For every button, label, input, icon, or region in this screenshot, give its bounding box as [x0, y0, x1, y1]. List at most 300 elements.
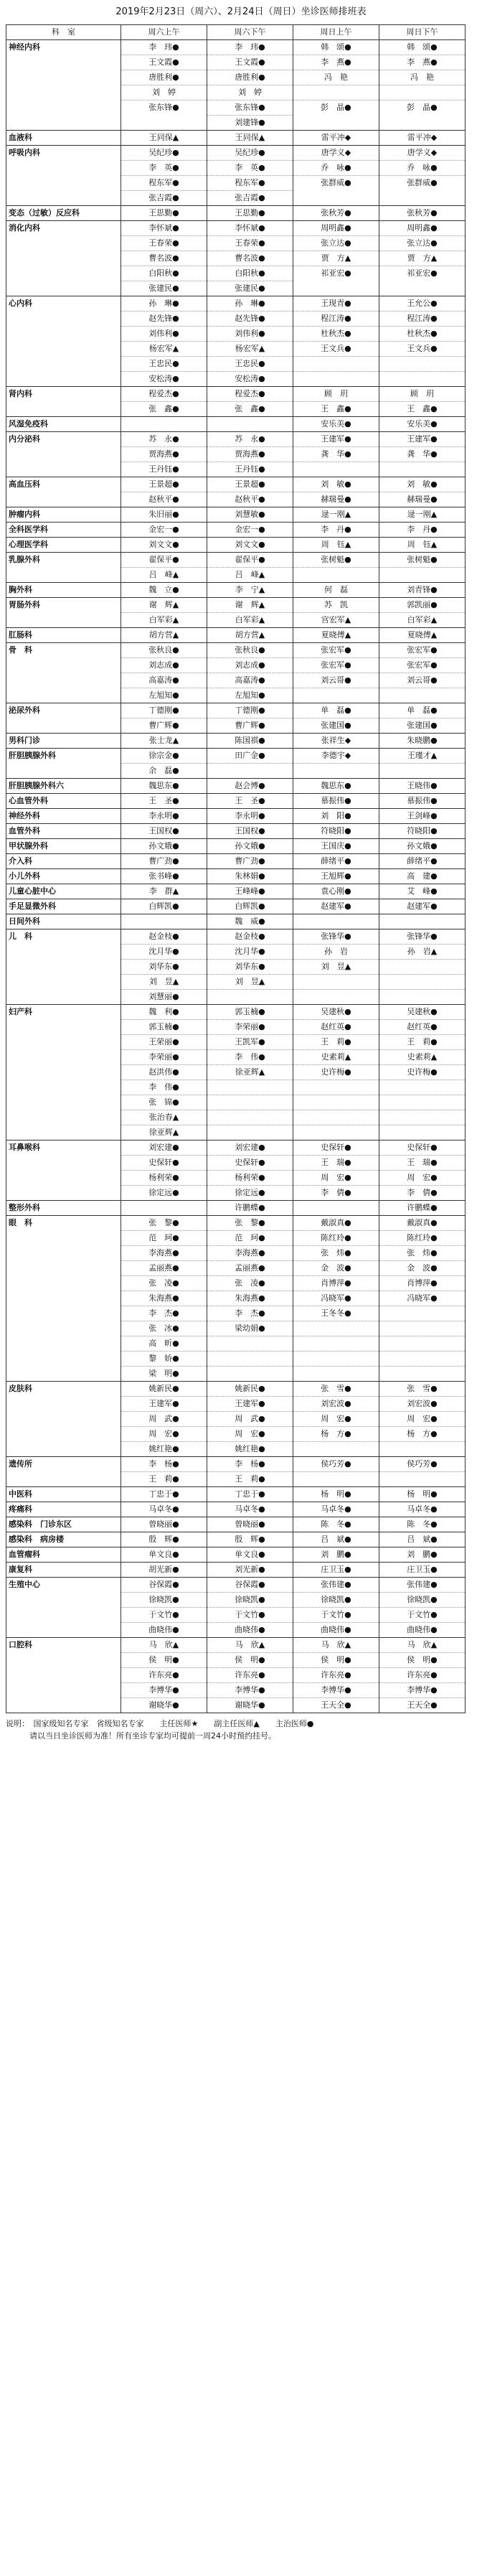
- slot-cell: [121, 1638, 207, 1713]
- doctor-name: 翟保平●: [121, 553, 207, 568]
- doctor-name: 孙 岩: [293, 945, 379, 960]
- doctor-name: [293, 1336, 379, 1352]
- doctor-name: 刘文文●: [235, 540, 265, 549]
- dept-row: [6, 884, 466, 899]
- doctor-name: 徐亚辉▲: [207, 1065, 293, 1080]
- dept-name: 呼吸内科: [9, 148, 40, 157]
- doctor-name: [379, 990, 465, 1004]
- doctor-name: 杨宏军▲: [207, 342, 293, 357]
- doctor-name: 王晓伟●: [407, 781, 438, 790]
- slot-cell: [121, 809, 207, 824]
- doctor-name: 孟丽燕●: [207, 1261, 293, 1276]
- doctor-name: 曹广劲●: [235, 856, 265, 866]
- dept-row: [6, 477, 466, 507]
- dept-row: [6, 296, 466, 387]
- slot-cell: [207, 146, 293, 206]
- doctor-name: 冯晓军●: [379, 1291, 465, 1306]
- doctor-name: [207, 990, 293, 1004]
- dept-cell: [6, 899, 121, 914]
- doctor-name: 侯 明●: [293, 1653, 379, 1668]
- slot-cell: [121, 1216, 207, 1382]
- doctor-name: 杨 明●: [321, 1489, 351, 1499]
- doctor-name: 安松涛●: [148, 374, 179, 383]
- doctor-name: 顾 玥: [379, 387, 465, 402]
- doctor-name: 张树魁●: [293, 553, 379, 568]
- slot-cell: [207, 809, 293, 824]
- doctor-name: 张士龙▲: [148, 736, 179, 745]
- doctor-name: 程江涛●: [293, 312, 379, 327]
- slot-cell: [121, 869, 207, 884]
- doctor-name: 沈月华●: [207, 945, 293, 960]
- doctor-name: 王国权●: [235, 826, 265, 835]
- column-header-sat-pm: 周六下午: [207, 25, 293, 40]
- slot-cell: [207, 206, 293, 221]
- doctor-name: 张宏军●: [379, 643, 465, 658]
- doctor-name: 王景超●: [207, 477, 293, 492]
- doctor-name: 李博华●: [379, 1683, 465, 1698]
- dept-name: 疼痛科: [9, 1504, 32, 1514]
- slot-cell: [207, 869, 293, 884]
- dept-cell: [6, 146, 121, 206]
- doctor-name: 高嘉涛●: [207, 673, 293, 688]
- doctor-name: [293, 1080, 379, 1095]
- slot-cell: [293, 643, 379, 703]
- doctor-name: 王思勤●: [235, 208, 265, 217]
- doctor-name: 杨 方●: [379, 1427, 465, 1442]
- doctor-name: 张 鑫●: [235, 404, 265, 413]
- doctor-name: 史素莉▲: [379, 1050, 465, 1065]
- slot-cell: [207, 387, 293, 417]
- dept-cell: [6, 734, 121, 749]
- slot-cell: [293, 146, 379, 206]
- slot-cell: [379, 1517, 466, 1532]
- slot-cell: [293, 809, 379, 824]
- slot-cell: [293, 884, 379, 899]
- doctor-name: 王景超●: [121, 477, 207, 492]
- dept-row: [6, 643, 466, 703]
- doctor-name: 孙文娥●: [148, 841, 179, 851]
- doctor-name: 魏思东●: [321, 781, 351, 790]
- doctor-name: 李怀斌●: [207, 221, 293, 236]
- doctor-name: 曲晓伟●: [235, 1625, 265, 1634]
- slot-cell: [379, 1638, 466, 1713]
- doctor-name: 谷保霞●: [207, 1578, 293, 1593]
- doctor-name: 周 武●: [207, 1412, 293, 1427]
- doctor-name: 曹广劲●: [148, 856, 179, 866]
- dept-row: [6, 1141, 466, 1201]
- doctor-name: 徐亚辉▲: [148, 1128, 179, 1137]
- dept-name: 风湿免疫科: [9, 419, 48, 428]
- slot-cell: [207, 417, 293, 432]
- doctor-name: 白辉凯●: [148, 901, 179, 911]
- slot-cell: [379, 1578, 466, 1638]
- dept-cell: [6, 869, 121, 884]
- dept-cell: [6, 1638, 121, 1713]
- doctor-name: 曲晓伟●: [148, 1625, 179, 1634]
- doctor-name: 魏 立●: [148, 585, 179, 594]
- slot-cell: [121, 146, 207, 206]
- doctor-name: [293, 914, 379, 929]
- doctor-name: 曹名波●: [207, 251, 293, 266]
- doctor-name: 慕振伟●: [321, 796, 351, 805]
- doctor-name: 何 磊: [324, 585, 348, 594]
- dept-row: [6, 146, 466, 206]
- slot-cell: [207, 779, 293, 794]
- doctor-name: 赵红英●: [293, 1020, 379, 1035]
- slot-cell: [379, 417, 466, 432]
- doctor-name: 贾海燕●: [207, 447, 293, 462]
- doctor-name: 逯一刚▲: [407, 510, 438, 519]
- doctor-name: [379, 914, 465, 929]
- doctor-name: 王 莉●: [148, 1474, 179, 1484]
- doctor-name: 刘宏建●: [121, 1141, 207, 1156]
- slot-cell: [207, 538, 293, 553]
- slot-cell: [121, 477, 207, 507]
- doctor-name: 范 珂●: [121, 1231, 207, 1246]
- dept-row: [6, 598, 466, 628]
- doctor-name: 李博华●: [207, 1683, 293, 1698]
- doctor-name: 史素莉▲: [293, 1050, 379, 1065]
- dept-row: [6, 854, 466, 869]
- dept-cell: [6, 1547, 121, 1563]
- doctor-name: 郭凯丽●: [379, 598, 465, 613]
- doctor-name: [379, 1472, 465, 1486]
- dept-name: 中医科: [9, 1489, 32, 1499]
- dept-name: 肝胆胰腺外科: [9, 751, 56, 760]
- doctor-name: 韩 颂●: [379, 40, 465, 55]
- doctor-name: 张 炜●: [293, 1246, 379, 1261]
- doctor-name: 韩 颂●: [293, 40, 379, 55]
- slot-cell: [121, 296, 207, 387]
- dept-row: [6, 1563, 466, 1578]
- dept-row: [6, 1457, 466, 1487]
- doctor-name: 周 钰▲: [407, 540, 438, 549]
- slot-cell: [293, 1005, 379, 1141]
- doctor-name: 张伟建●: [293, 1578, 379, 1593]
- doctor-name: 梁幼娟●: [207, 1321, 293, 1336]
- doctor-name: 朱海燕●: [121, 1291, 207, 1306]
- dept-name: 口腔科: [9, 1640, 32, 1649]
- doctor-name: 李 玮●: [207, 40, 293, 55]
- slot-cell: [293, 749, 379, 779]
- schedule-table: [6, 24, 466, 1713]
- doctor-name: 赵红英●: [379, 1020, 465, 1035]
- slot-cell: [121, 538, 207, 553]
- doctor-name: 王 鑫●: [321, 404, 351, 413]
- dept-cell: [6, 1578, 121, 1638]
- doctor-name: 李怀斌●: [121, 221, 207, 236]
- slot-cell: [379, 839, 466, 854]
- doctor-name: 杨 方●: [293, 1427, 379, 1442]
- doctor-name: 周 宏●: [379, 1412, 465, 1427]
- dept-row: [6, 1532, 466, 1547]
- doctor-name: 李 倩●: [321, 1188, 351, 1197]
- dept-name: 心血管外科: [9, 796, 48, 805]
- doctor-name: 顾 玥: [293, 387, 379, 402]
- doctor-name: 王荣丽●: [121, 1035, 207, 1050]
- doctor-name: 许东亮●: [121, 1668, 207, 1683]
- doctor-name: 张吉霞●: [235, 193, 265, 202]
- slot-cell: [379, 824, 466, 839]
- doctor-name: 张秋芳●: [321, 208, 351, 217]
- dept-cell: [6, 628, 121, 643]
- doctor-name: 夏晓傅▲: [321, 630, 351, 640]
- dept-row: [6, 523, 466, 538]
- doctor-name: 曾晓丽●: [148, 1519, 179, 1529]
- doctor-name: 金 波●: [379, 1261, 465, 1276]
- doctor-name: 陈国祺●: [235, 736, 265, 745]
- doctor-name: 白军彩▲: [407, 615, 438, 624]
- doctor-name: 宫宏军▲: [321, 615, 351, 624]
- dept-row: [6, 869, 466, 884]
- dept-row: [6, 1487, 466, 1502]
- slot-cell: [379, 779, 466, 794]
- doctor-name: 张伟建●: [379, 1578, 465, 1593]
- slot-cell: [379, 1502, 466, 1517]
- dept-name: 感染科 门诊东区: [9, 1519, 72, 1529]
- doctor-name: 程东军●: [121, 176, 207, 191]
- doctor-name: 李博华●: [293, 1683, 379, 1698]
- dept-row: [6, 1578, 466, 1638]
- dept-row: [6, 628, 466, 643]
- doctor-name: 曾晓丽●: [235, 1519, 265, 1529]
- doctor-name: 王同保▲: [235, 133, 265, 142]
- doctor-name: 李 丹●: [321, 525, 351, 534]
- doctor-name: 赵洪伟●: [121, 1065, 207, 1080]
- dept-name: 甲状腺外科: [9, 841, 48, 851]
- dept-name: 儿 科: [9, 932, 32, 941]
- doctor-name: 孙文娥●: [235, 841, 265, 851]
- slot-cell: [379, 598, 466, 628]
- slot-cell: [379, 1547, 466, 1563]
- doctor-name: 刘光新●: [235, 1565, 265, 1574]
- doctor-name: 王天全●: [321, 1700, 351, 1710]
- dept-cell: [6, 583, 121, 598]
- dept-cell: [6, 417, 121, 432]
- dept-row: [6, 583, 466, 598]
- slot-cell: [293, 1487, 379, 1502]
- doctor-name: 高嘉涛●: [121, 673, 207, 688]
- doctor-name: 王 瑞●: [293, 1156, 379, 1171]
- doctor-name: [121, 914, 207, 929]
- doctor-name: 李永明●: [235, 811, 265, 820]
- doctor-name: 张立达●: [379, 236, 465, 251]
- doctor-name: 吴纪珍●: [207, 146, 293, 161]
- doctor-name: 魏 利●: [121, 1005, 207, 1020]
- doctor-name: 马卓冬●: [321, 1504, 351, 1514]
- slot-cell: [207, 1487, 293, 1502]
- doctor-name: 刘云哥●: [293, 673, 379, 688]
- slot-cell: [379, 1563, 466, 1578]
- doctor-name: 张锋华●: [293, 929, 379, 945]
- doctor-name: 张秋良●: [121, 643, 207, 658]
- doctor-name: 谷保霞●: [121, 1578, 207, 1593]
- doctor-name: 冯 艳: [293, 70, 379, 85]
- dept-row: [6, 809, 466, 824]
- doctor-name: 胡方营▲: [235, 630, 265, 640]
- slot-cell: [293, 929, 379, 1005]
- dept-cell: [6, 809, 121, 824]
- slot-cell: [121, 1487, 207, 1502]
- slot-cell: [207, 643, 293, 703]
- slot-cell: [207, 477, 293, 507]
- doctor-name: 张 炜●: [379, 1246, 465, 1261]
- header-row: [6, 25, 466, 40]
- doctor-name: 刘 昱▲: [293, 960, 379, 975]
- dept-cell: [6, 884, 121, 899]
- doctor-name: 刘志成●: [207, 658, 293, 673]
- doctor-name: 胡方营▲: [148, 630, 179, 640]
- slot-cell: [293, 779, 379, 794]
- doctor-name: 吴纪珍●: [121, 146, 207, 161]
- doctor-name: 陈 冬●: [321, 1519, 351, 1529]
- doctor-name: 赵先锋●: [207, 312, 293, 327]
- dept-row: [6, 417, 466, 432]
- slot-cell: [293, 914, 379, 929]
- dept-cell: [6, 929, 121, 1005]
- doctor-name: 王国庆●: [321, 841, 351, 851]
- doctor-name: 龚 华●: [379, 447, 465, 462]
- slot-cell: [293, 899, 379, 914]
- doctor-name: 徐定远●: [235, 1188, 265, 1197]
- slot-cell: [207, 839, 293, 854]
- doctor-name: [379, 688, 465, 703]
- slot-cell: [121, 432, 207, 477]
- doctor-name: 孙 岩▲: [379, 945, 465, 960]
- doctor-name: 符晓阳●: [321, 826, 351, 835]
- slot-cell: [293, 221, 379, 296]
- doctor-name: 曹广辉●: [235, 721, 265, 730]
- slot-cell: [121, 1201, 207, 1216]
- doctor-name: 李 杰●: [207, 1306, 293, 1321]
- schedule-title: 2019年2月23日（周六）、2月24日（周日）坐诊医师排班表: [115, 6, 367, 17]
- slot-cell: [121, 583, 207, 598]
- dept-name: 心理医学科: [9, 540, 48, 549]
- doctor-name: 逯一刚▲: [321, 510, 351, 519]
- doctor-name: 吕 斌●: [407, 1535, 438, 1544]
- doctor-name: 刘宏波●: [379, 1397, 465, 1412]
- doctor-name: 苏 永●: [207, 432, 293, 447]
- slot-cell: [121, 598, 207, 628]
- slot-cell: [207, 583, 293, 598]
- slot-cell: [121, 1457, 207, 1487]
- dept-cell: [6, 1382, 121, 1457]
- slot-cell: [207, 1005, 293, 1141]
- slot-cell: [207, 1638, 293, 1713]
- column-header-sun-am: 周日上午: [293, 25, 379, 40]
- doctor-name: 唐学义◆: [379, 146, 465, 161]
- doctor-name: 冯晓军●: [293, 1291, 379, 1306]
- doctor-name: 李 丹●: [407, 525, 438, 534]
- dept-name: 儿童心脏中心: [9, 886, 56, 896]
- slot-cell: [379, 1216, 466, 1382]
- doctor-name: 祁亚宏●: [321, 268, 351, 278]
- doctor-name: [379, 85, 465, 100]
- legend: [6, 1718, 465, 1742]
- doctor-name: 彭 晶●: [407, 103, 438, 112]
- doctor-name: 雷平冲◆: [407, 133, 438, 142]
- doctor-name: [293, 1321, 379, 1336]
- doctor-name: 吕 峰▲: [148, 570, 179, 579]
- dept-name: 遗传所: [9, 1459, 32, 1469]
- slot-cell: [207, 131, 293, 146]
- dept-cell: [6, 1532, 121, 1547]
- doctor-name: [293, 1125, 379, 1140]
- doctor-name: 侯 明●: [379, 1653, 465, 1668]
- slot-cell: [379, 1532, 466, 1547]
- doctor-name: 张东锋●: [207, 100, 293, 116]
- slot-cell: [121, 1141, 207, 1201]
- doctor-name: 单 磊●: [379, 703, 465, 718]
- doctor-name: 殷 辉●: [235, 1535, 265, 1544]
- slot-cell: [379, 854, 466, 869]
- slot-cell: [379, 583, 466, 598]
- slot-cell: [379, 643, 466, 703]
- doctor-name: 姚红艳●: [148, 1444, 179, 1453]
- slot-cell: [121, 1517, 207, 1532]
- doctor-name: [293, 764, 379, 778]
- slot-cell: [207, 296, 293, 387]
- doctor-name: 刘华东●: [207, 960, 293, 975]
- doctor-name: 周 宏●: [207, 1427, 293, 1442]
- doctor-name: 刘伟利●: [207, 327, 293, 342]
- slot-cell: [379, 523, 466, 538]
- slot-cell: [293, 869, 379, 884]
- slot-cell: [293, 523, 379, 538]
- slot-cell: [293, 1457, 379, 1487]
- doctor-name: [207, 1110, 293, 1125]
- doctor-name: 白军彩▲: [235, 615, 265, 624]
- slot-cell: [121, 734, 207, 749]
- doctor-name: 张 雪●: [293, 1382, 379, 1397]
- slot-cell: [121, 553, 207, 583]
- slot-cell: [379, 794, 466, 809]
- slot-cell: [121, 854, 207, 869]
- slot-cell: [121, 914, 207, 929]
- doctor-name: 苏 凯: [293, 598, 379, 613]
- slot-cell: [293, 1547, 379, 1563]
- dept-row: [6, 507, 466, 523]
- doctor-name: 张 黎●: [207, 1216, 293, 1231]
- slot-cell: [207, 523, 293, 538]
- doctor-name: 李 杨●: [207, 1457, 293, 1472]
- doctor-name: 王 圣●: [148, 796, 179, 805]
- doctor-name: 王 莉●: [293, 1035, 379, 1050]
- slot-cell: [293, 734, 379, 749]
- slot-cell: [379, 131, 466, 146]
- dept-row: [6, 914, 466, 929]
- doctor-name: 刘 婷: [207, 85, 293, 100]
- dept-name: 胃肠外科: [9, 600, 40, 609]
- doctor-name: [379, 1306, 465, 1321]
- slot-cell: [293, 824, 379, 839]
- doctor-name: 王建军●: [379, 432, 465, 447]
- doctor-name: 于文竹●: [293, 1608, 379, 1623]
- slot-cell: [379, 538, 466, 553]
- doctor-name: 李永明●: [148, 811, 179, 820]
- slot-cell: [379, 206, 466, 221]
- doctor-name: [379, 960, 465, 975]
- doctor-name: 周 宏●: [293, 1412, 379, 1427]
- dept-row: [6, 1382, 466, 1457]
- doctor-name: 马卓冬●: [148, 1504, 179, 1514]
- doctor-name: [207, 764, 293, 778]
- slot-cell: [293, 417, 379, 432]
- slot-cell: [121, 1005, 207, 1141]
- doctor-name: [207, 1367, 293, 1381]
- doctor-name: [293, 688, 379, 703]
- doctor-name: 安松涛●: [235, 374, 265, 383]
